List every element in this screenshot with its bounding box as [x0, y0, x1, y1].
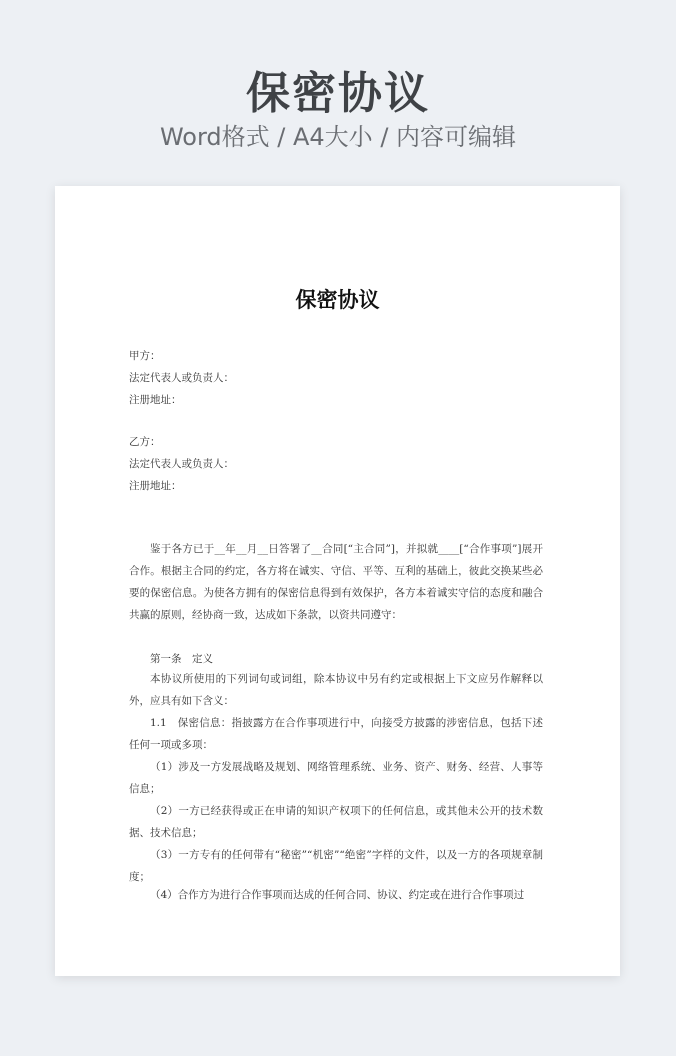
- party-b-label: 乙方：: [129, 436, 161, 448]
- party-b-representative: 法定代表人或负责人：: [129, 458, 234, 470]
- party-a-address: 注册地址：: [129, 394, 182, 406]
- banner-subtitle: Word格式 / A4大小 / 内容可编辑: [159, 123, 517, 151]
- party-a-label: 甲方：: [129, 350, 161, 362]
- preamble-paragraph: 鉴于各方已于__年__月__日答署了__合同[“主合同”]，并拟就____[“合作事项”]展开合作。根据主合同的约定，各方将在诚实、守信、平等、互利的基础上，彼此交换某些必要的保密信息。为使各方拥有的保密信息得到有效保护，各方本着诚实守信的态度和融合共赢的原则，经协商一致，达成如下条款，以资共同遵守：: [129, 543, 543, 621]
- document-page: [55, 186, 620, 976]
- article-1-intro: 本协议所使用的下列词句或词组，除本协议中另有约定或根据上下文应另作解释以外，应具有如下含义：: [129, 673, 543, 707]
- clause-item: （2）一方已经获得或正在申请的知识产权项下的任何信息，或其他未公开的技术数据、技术信息；: [129, 805, 543, 839]
- article-1-heading: 第一条 定义: [150, 653, 213, 665]
- clause-item: （4）合作方为进行合作事项而达成的任何合同、协议、约定或在进行合作事项过: [150, 889, 525, 901]
- clause-item: （3）一方专有的任何带有“秘密”“机密”“绝密”字样的文件，以及一方的各项规章制度；: [129, 849, 543, 883]
- clause-item: （1）涉及一方发展战略及规划、网络管理系统、业务、资产、财务、经营、人事等信息；: [129, 761, 543, 795]
- banner-title: 保密协议: [246, 68, 430, 119]
- clause-1-1: 1.1 保密信息：指披露方在合作事项进行中，向接受方披露的涉密信息，包括下述任何一项或多项：: [129, 717, 543, 751]
- document-title: 保密协议: [295, 287, 380, 312]
- party-b-address: 注册地址：: [129, 480, 182, 492]
- party-a-representative: 法定代表人或负责人：: [129, 372, 234, 384]
